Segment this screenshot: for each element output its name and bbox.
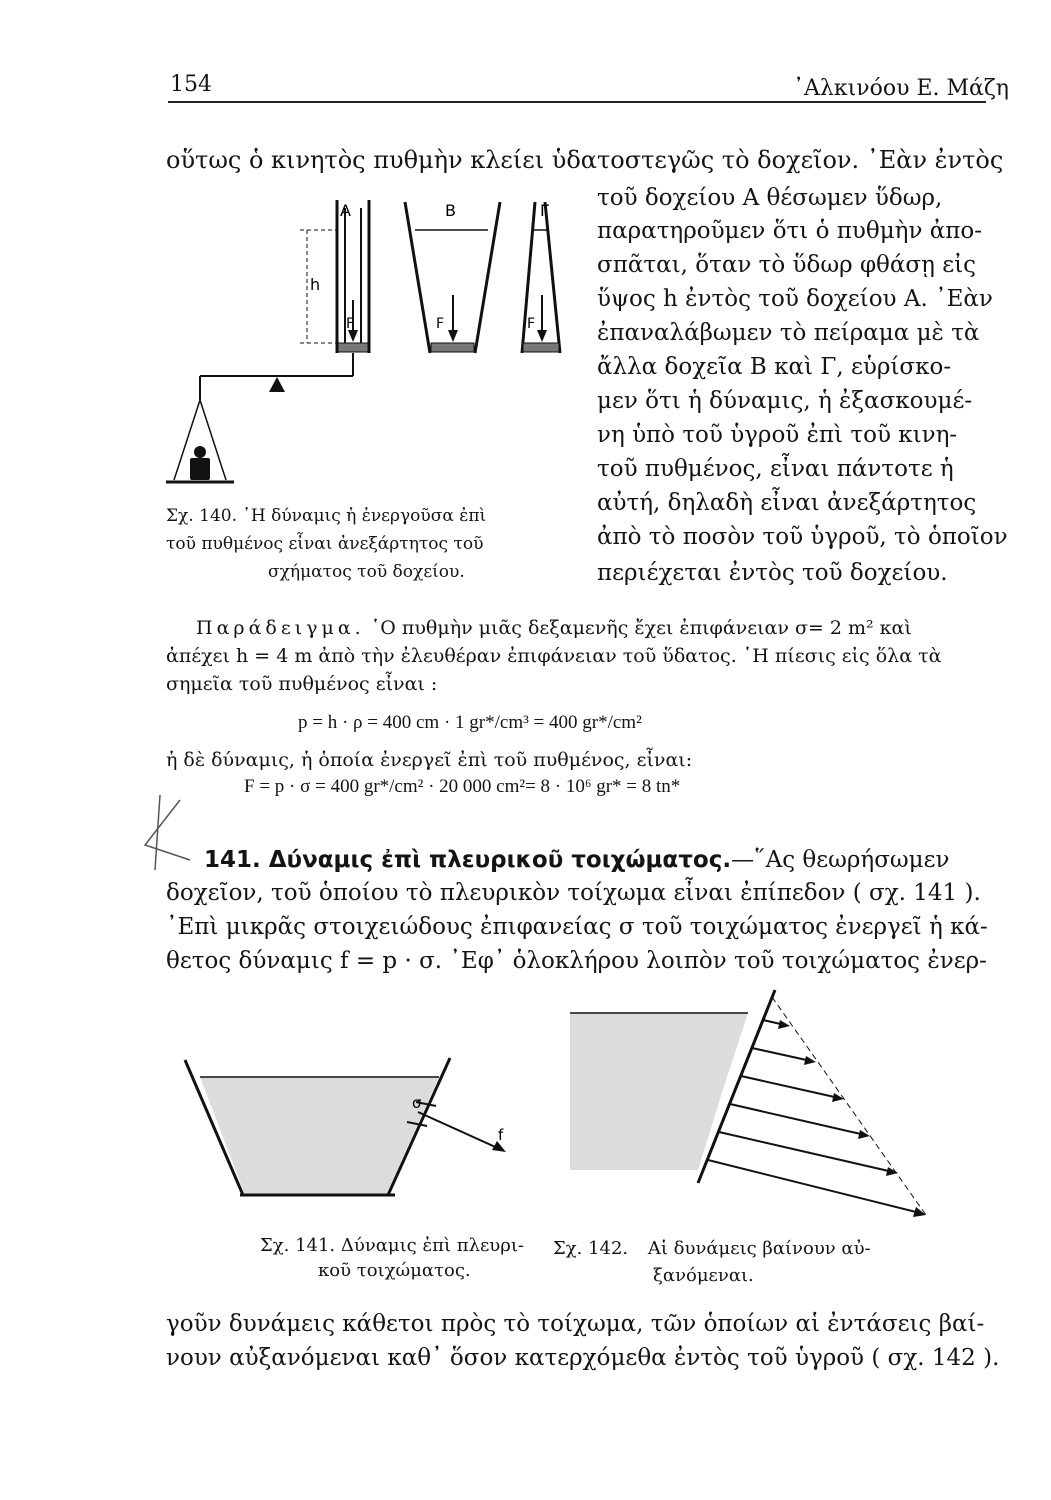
right-col-line: ἐπαναλάβωμεν τὸ πείραμα μὲ τὰ [597,320,980,346]
fig142-caption-line1 [553,1238,871,1260]
section141-heading: 141. Δύναμις ἐπὶ πλευρικοῦ τοιχώματος. [204,847,732,873]
section141-first-text: —῞Ας θεωρήσωμεν [731,847,950,873]
fig142-caption-line: ξανόμεναι. [653,1265,754,1286]
fig140-caption-line: σχήματος τοῦ δοχείου. [268,562,465,582]
right-col-line: ὕψος h ἐντὸς τοῦ δοχείου Α. ᾿Εὰν [597,286,993,312]
section141-line: ᾿Επὶ μικρᾶς στοιχειώδους ἐπιφανείας σ τοῦ τοιχώματος ἐνεργεῖ ἡ κά- [166,914,988,940]
section141-line: θετος δύναμις f = p · σ. ᾿Εφ᾿ ὁλοκλήρου λοιπὸν τοῦ τοιχώματος ἐνερ- [166,948,987,974]
example-line1 [196,616,912,640]
closing-line: νουν αὐξανόμεναι καθ᾿ ὅσον κατερχόμεθα ἐντὸς τοῦ ὑγροῦ ( σχ. 142 ). [166,1345,1000,1371]
right-col-line: ἄλλα δοχεῖα Β καὶ Γ, εὑρίσκο- [597,354,952,380]
right-col-line: νη ὑπὸ τοῦ ὑγροῦ ἐπὶ τοῦ κινη- [597,422,958,448]
section141-line: δοχεῖον, τοῦ ὁποίου τὸ πλευρικὸν τοίχωμα εἶναι ἐπίπεδον ( σχ. 141 ). [166,880,981,906]
example-text1: ῾Ο πυθμὴν μιᾶς δεξαμενῆς ἔχει ἐπιφάνειαν σ= 2 m² καὶ [370,617,912,639]
label-f-g: F [527,316,536,332]
label-f-b: F [436,316,445,332]
figure-141 [180,1040,520,1210]
header-rule [168,101,986,103]
example-label: Παράδειγμα. [196,617,365,639]
fig140-caption-line: τοῦ πυθμένος εἶναι ἀνεξάρτητος τοῦ [166,534,484,554]
running-title: ᾿Αλκινόου Ε. Μάζη [793,76,1009,101]
right-col-line: παρατηροῦμεν ὅτι ὁ πυθμὴν ἀπο- [597,218,983,244]
example-line4: ἡ δὲ δύναμις, ἡ ὁποία ἐνεργεῖ ἐπὶ τοῦ πυθμένος, εἶναι: [166,749,693,771]
example-line2: ἀπέχει h = 4 m ἀπὸ τὴν ἐλευθέραν ἐπιφάνειαν τοῦ ὕδατος. ῾Η πίεσις εἰς ὅλα τὰ [166,645,942,667]
right-col-line: τοῦ δοχείου Α θέσωμεν ὕδωρ, [597,185,943,211]
formula-pressure: p = h · ρ = 400 cm · 1 gr*/cm³ = 400 gr*/cm² [298,712,642,733]
fig140-caption-line: Σχ. 140. ῾Η δύναμις ἡ ἐνεργοῦσα ἐπὶ [166,506,487,526]
page-number: 154 [170,72,212,97]
fig142-caption-text: Αἱ δυνάμεις βαίνουν αὐ- [647,1238,871,1259]
formula-force: F = p · σ = 400 gr*/cm² · 20 000 cm²= 8 · 10⁶ gr* = 8 tn* [244,776,681,797]
label-a: Α [340,201,351,220]
label-f: f [498,1126,504,1144]
label-h: h [310,275,321,294]
example-line3: σημεῖα τοῦ πυθμένος εἶναι : [166,673,438,695]
closing-line: γοῦν δυνάμεις κάθετοι πρὸς τὸ τοίχωμα, τῶν ὁποίων αἱ ἐντάσεις βαί- [166,1311,985,1337]
right-col-line: σπᾶται, ὅταν τὸ ὕδωρ φθάσῃ εἰς [597,252,977,278]
container-b [405,202,500,353]
right-col-line: ἀπὸ τὸ ποσὸν τοῦ ὑγροῦ, τὸ ὁποῖον [597,524,1008,550]
figure-140 [160,190,580,500]
right-col-line: αὐτή, δηλαδὴ εἶναι ἀνεξάρτητος [597,490,977,516]
section141-first-line [204,846,950,874]
label-f-a: F [346,316,355,332]
label-b: Β [445,201,456,220]
margin-pencil-mark [135,790,205,880]
fig142-caption-prefix: Σχ. 142. [553,1238,629,1259]
fig141-caption-line: κοῦ τοιχώματος. [318,1260,471,1281]
right-col-line: περιέχεται ἐντὸς τοῦ δοχείου. [597,560,948,586]
intro-line: οὕτως ὁ κινητὸς πυθμὴν κλείει ὑδατοστεγῶς τὸ δοχεῖον. ᾿Εὰν ἐντὸς [166,146,1004,174]
label-sigma: σ [412,1094,422,1112]
right-col-line: τοῦ πυθμένος, εἶναι πάντοτε ἡ [597,456,954,482]
label-g: Γ [540,201,549,220]
right-col-line: μεν ὅτι ἡ δύναμις, ἡ ἐξασκουμέ- [597,388,973,414]
fig141-caption-line: Σχ. 141. Δύναμις ἐπὶ πλευρι- [260,1235,524,1256]
figure-142 [560,985,935,1225]
